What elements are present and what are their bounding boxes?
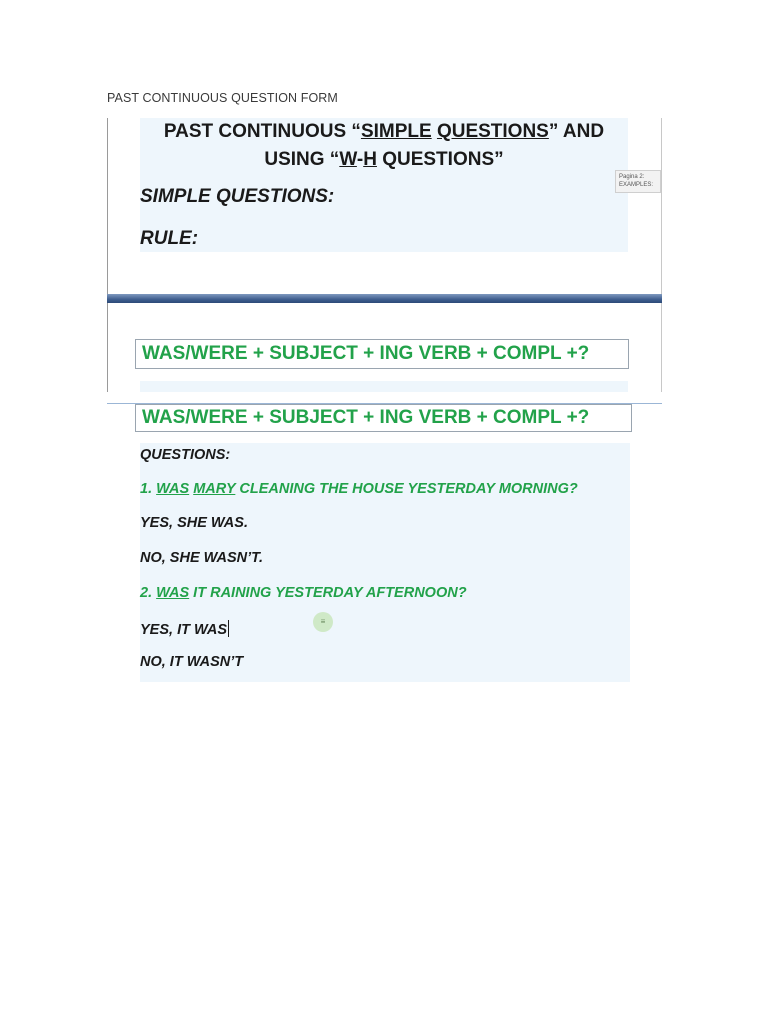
underlined-simple: SIMPLE <box>360 121 432 142</box>
question-1: 1. WAS MARY CLEANING THE HOUSE YESTERDAY MORNING? <box>140 481 578 497</box>
window-edge-left <box>107 118 108 392</box>
answer-1-yes: YES, SHE WAS. <box>140 515 248 531</box>
rule-formula-box: WAS/WERE + SUBJECT + ING VERB + COMPL +? <box>135 339 629 369</box>
window-edge-right <box>661 118 662 392</box>
page-caption: PAST CONTINUOUS QUESTION FORM <box>107 91 338 105</box>
slide-title: PAST CONTINUOUS “SIMPLE QUESTIONS” AND USING “W-H QUESTIONS” <box>163 121 605 170</box>
slide-bottom-strip <box>140 381 628 392</box>
answer-2-yes[interactable]: YES, IT WAS <box>140 622 228 638</box>
underlined-h: H <box>363 149 377 170</box>
slide-screenshot-1 <box>107 118 662 392</box>
mouse-pointer-highlight-icon: ≡ <box>313 612 333 632</box>
underlined-questions: QUESTIONS <box>436 121 549 142</box>
slide-screenshot-2 <box>140 443 630 682</box>
text-cursor-icon <box>228 620 229 637</box>
window-divider-bar <box>107 294 662 303</box>
slide-thumbnail-note[interactable]: Pagina 2: EXAMPLES: <box>615 170 661 193</box>
answer-1-no: NO, SHE WASN’T. <box>140 550 263 566</box>
simple-questions-heading: SIMPLE QUESTIONS: <box>140 186 335 207</box>
rule-formula-box-2: WAS/WERE + SUBJECT + ING VERB + COMPL +? <box>135 404 632 432</box>
questions-label: QUESTIONS: <box>140 447 231 463</box>
question-2: 2. WAS IT RAINING YESTERDAY AFTERNOON? <box>140 585 467 601</box>
rule-heading: RULE: <box>140 228 199 249</box>
underlined-w: W <box>339 149 357 170</box>
answer-2-no: NO, IT WASN’T <box>140 654 244 670</box>
